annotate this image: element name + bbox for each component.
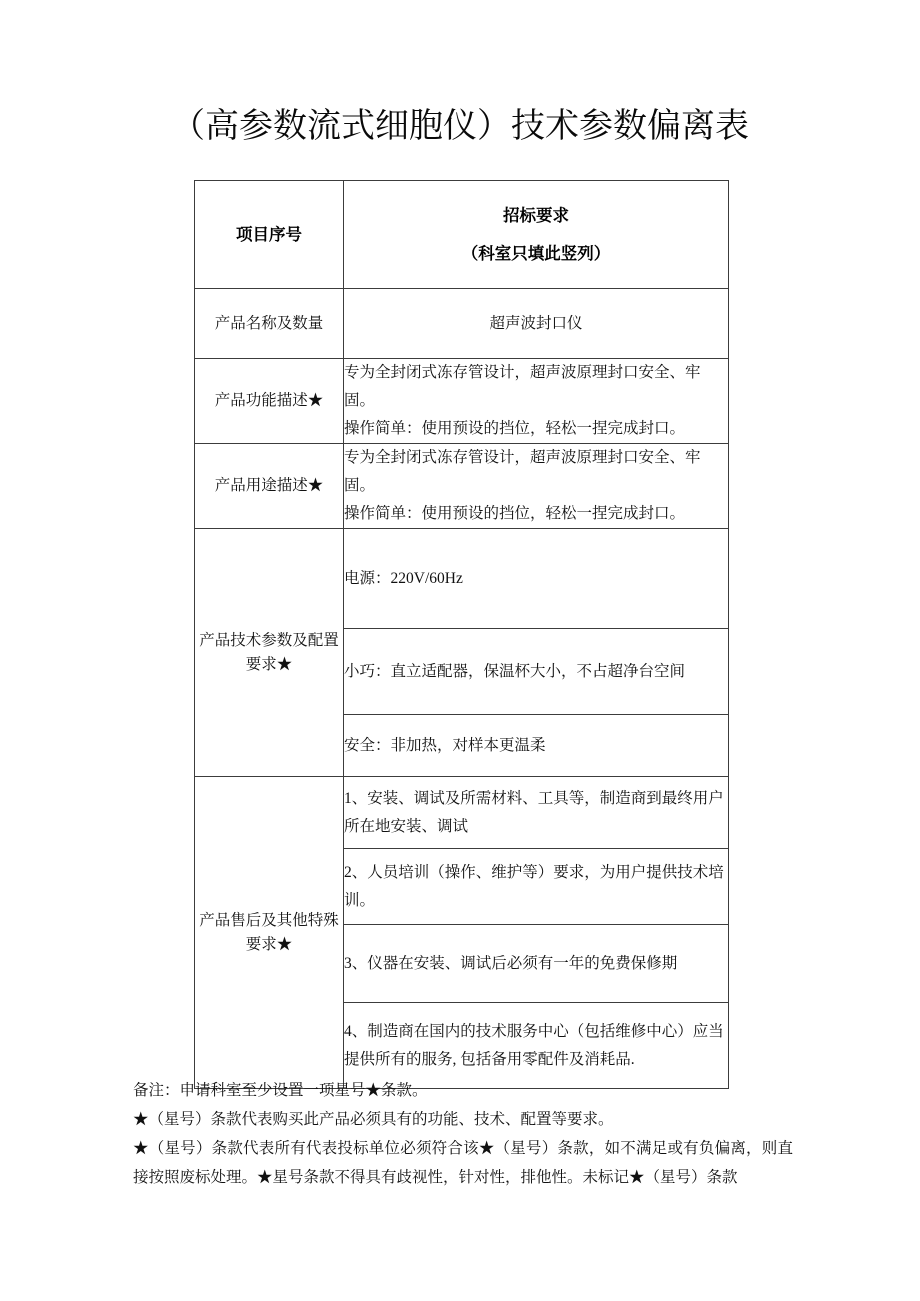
value-product-usage xyxy=(344,444,729,529)
value-technical-spec-power: 电源：220V/60Hz xyxy=(344,529,729,629)
header-bid-requirement-main: 招标要求 xyxy=(503,205,569,225)
value-after-sales-item-2: 2、人员培训（操作、维护等）要求，为用户提供技术培训。 xyxy=(344,849,729,925)
footer-notes xyxy=(133,1076,793,1192)
value-technical-spec-safety: 安全：非加热，对样本更温柔 xyxy=(344,715,729,777)
header-bid-requirement-sub: （科室只填此竖列） xyxy=(461,243,611,263)
value-after-sales-item-4: 4、制造商在国内的技术服务中心（包括维修中心）应当提供所有的服务, 包括备用零配件及消耗品. xyxy=(344,1003,729,1089)
value-after-sales-item-3: 3、仪器在安装、调试后必须有一年的免费保修期 xyxy=(344,925,729,1003)
page-title: （高参数流式细胞仪）技术参数偏离表 xyxy=(171,108,749,145)
label-technical-specification: 产品技术参数及配置要求★ xyxy=(195,529,344,777)
label-product-usage: 产品用途描述★ xyxy=(195,444,344,529)
footer-note-1: 备注：申请科室至少设置一项星号★条款。 xyxy=(133,1082,428,1099)
table-row-product-function xyxy=(195,359,729,444)
value-product-function xyxy=(344,359,729,444)
value-product-function-line-1: 专为全封闭式冻存管设计，超声波原理封口安全、牢固。 xyxy=(344,364,701,409)
value-product-name: 超声波封口仪 xyxy=(344,289,729,359)
table-header-row xyxy=(195,181,729,289)
value-after-sales-item-1: 1、安装、调试及所需材料、工具等，制造商到最终用户所在地安装、调试 xyxy=(344,777,729,849)
value-product-usage-line-1: 专为全封闭式冻存管设计，超声波原理封口安全、牢固。 xyxy=(344,449,701,494)
label-product-name: 产品名称及数量 xyxy=(195,289,344,359)
table-row-after-sales-1 xyxy=(195,777,729,849)
footer-note-3: ★（星号）条款代表所有代表投标单位必须符合该★（星号）条款，如不满足或有负偏离，则直接按照废标处理。★星号条款不得具有歧视性，针对性，排他性。未标记★（星号）条款 xyxy=(133,1140,793,1186)
table-row-product-name xyxy=(195,289,729,359)
header-cell-item-number: 项目序号 xyxy=(195,181,344,289)
technical-specification-table xyxy=(194,180,729,1089)
value-product-usage-line-2: 操作简单：使用预设的挡位，轻松一捏完成封口。 xyxy=(344,505,686,522)
value-technical-spec-compact: 小巧：直立适配器，保温杯大小，不占超净台空间 xyxy=(344,629,729,715)
footer-note-2: ★（星号）条款代表购买此产品必须具有的功能、技术、配置等要求。 xyxy=(133,1111,614,1128)
table-row-technical-spec-1 xyxy=(195,529,729,629)
value-product-function-line-2: 操作简单：使用预设的挡位，轻松一捏完成封口。 xyxy=(344,420,686,437)
label-after-sales-service: 产品售后及其他特殊要求★ xyxy=(195,777,344,1089)
table-row-product-usage xyxy=(195,444,729,529)
label-product-function: 产品功能描述★ xyxy=(195,359,344,444)
header-cell-bid-requirement xyxy=(344,181,729,289)
